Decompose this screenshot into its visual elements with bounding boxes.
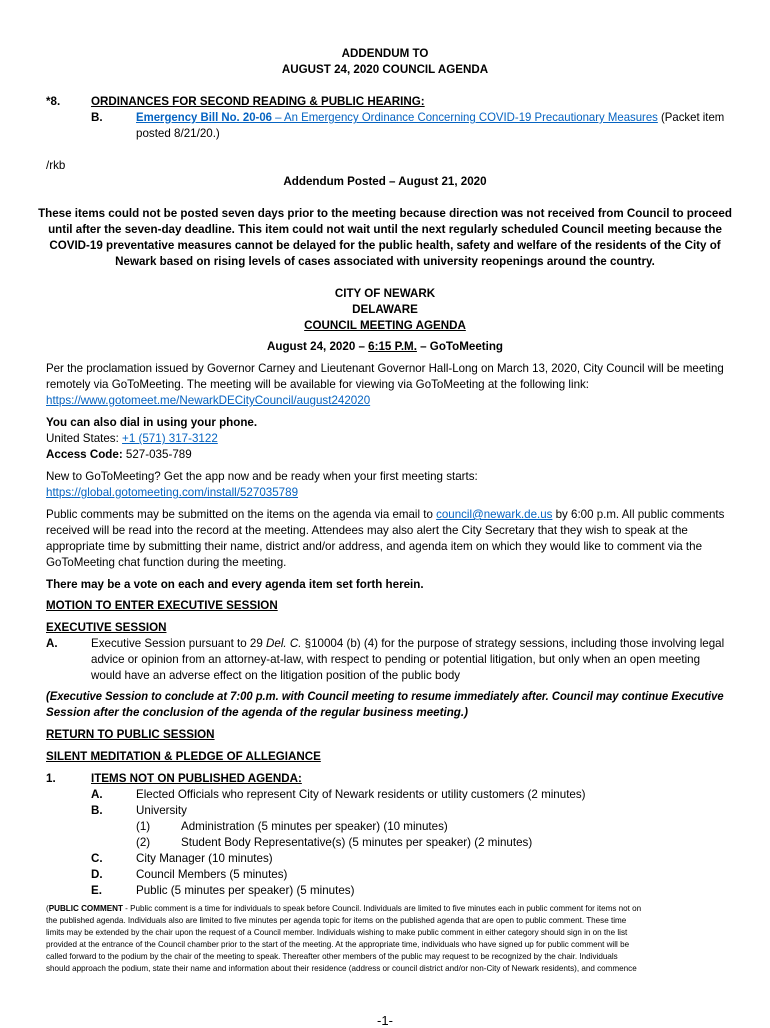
meeting-date: August 24, 2020 – — [266, 340, 369, 353]
exec-text-cont: §10004 (b) (4) for the purpose of strategy sessions, including those involving legal — [301, 637, 725, 650]
item8-heading: ORDINANCES FOR SECOND READING & PUBLIC HEARING: — [91, 95, 425, 108]
exec-note-1: (Executive Session to conclude at 7:00 p.m. with Council meeting to resume immediately after. Council may continue Executive — [46, 690, 724, 703]
emergency-bill-link[interactable]: Emergency Bill No. 20-06 — [136, 111, 272, 124]
public-comments-line-4: GoToMeeting chat function during the meeting. — [46, 556, 287, 569]
council-email-link[interactable]: council@newark.de.us — [436, 508, 553, 521]
initials: /rkb — [46, 159, 66, 172]
agenda-title: COUNCIL MEETING AGENDA — [304, 319, 466, 332]
public-comment-text: - Public comment is a time for individuals to speak before Council. Individuals are limited to five minutes each in public comment for items not on — [122, 904, 642, 913]
item1-b2-number: (2) — [136, 836, 151, 849]
item1-d-letter: D. — [91, 868, 103, 881]
public-comments-line-3: appropriate time by submitting their name, district and/or address, and agenda item on which they would like to comment via the — [46, 540, 703, 553]
exec-text: Executive Session pursuant to 29 — [91, 637, 267, 650]
us-phone-line — [46, 431, 218, 447]
item8-number: *8. — [46, 95, 61, 108]
executive-session-heading: EXECUTIVE SESSION — [46, 621, 167, 634]
item1-c-text: City Manager (10 minutes) — [136, 852, 273, 865]
exec-note-2: Session after the conclusion of the agenda of the regular business meeting.) — [46, 706, 468, 719]
item8-bill-line — [136, 110, 724, 126]
item1-b-letter: B. — [91, 804, 103, 817]
meeting-link[interactable]: https://www.gotomeet.me/NewarkDECityCouncil/august242020 — [46, 394, 371, 407]
access-code-line — [46, 447, 192, 463]
item1-a-text: Elected Officials who represent City of Newark residents or utility customers (2 minutes) — [136, 788, 586, 801]
meeting-date-line — [0, 339, 770, 355]
public-comment-note-line-4: provided at the entrance of the Council chamber prior to the start of the meeting. At the appropriate time, individuals who have signed up for public comment will be — [46, 940, 630, 949]
exec-line-2: advice or opinion from an attorney-at-law, with respect to pending or potential litigation, but only when an open meeting — [91, 653, 701, 666]
access-code-label: Access Code: — [46, 448, 123, 461]
access-code: 527-035-789 — [122, 448, 192, 461]
new-to-gotomeeting: New to GoToMeeting? Get the app now and be ready when your first meeting starts: — [46, 470, 478, 483]
item1-heading: ITEMS NOT ON PUBLISHED AGENDA: — [91, 772, 302, 785]
item1-b1-number: (1) — [136, 820, 151, 833]
del-code: Del. C. — [266, 637, 302, 650]
addendum-subtitle: AUGUST 24, 2020 COUNCIL AGENDA — [281, 63, 489, 76]
exec-letter: A. — [46, 637, 58, 650]
notice-line-1: These items could not be posted seven days prior to the meeting because direction was not received from Council to proceed — [38, 207, 732, 220]
item1-a-letter: A. — [91, 788, 103, 801]
notice-line-2: until after the seven-day deadline. This item could not wait until the next regularly scheduled Council meeting because the — [48, 223, 722, 236]
item1-c-letter: C. — [91, 852, 103, 865]
paren-open: ( — [46, 904, 49, 913]
phone-link[interactable]: +1 (571) 317-3122 — [122, 432, 218, 445]
meeting-platform: – GoToMeeting — [416, 340, 504, 353]
notice-line-3: COVID-19 preventative measures cannot be delayed for the public health, safety and welfare of the residents of the City of — [49, 239, 721, 252]
city-name: CITY OF NEWARK — [334, 287, 436, 300]
addendum-title: ADDENDUM TO — [341, 47, 429, 60]
item1-b-text: University — [136, 804, 187, 817]
motion-executive-session: MOTION TO ENTER EXECUTIVE SESSION — [46, 599, 278, 612]
state-name: DELAWARE — [352, 303, 418, 316]
vote-notice: There may be a vote on each and every agenda item set forth herein. — [46, 578, 424, 591]
return-public-session: RETURN TO PUBLIC SESSION — [46, 728, 215, 741]
public-comments-text: Public comments may be submitted on the items on the agenda via email to — [46, 508, 437, 521]
item1-d-text: Council Members (5 minutes) — [136, 868, 288, 881]
item1-b2-text: Student Body Representative(s) (5 minutes per speaker) (2 minutes) — [181, 836, 533, 849]
us-label: United States: — [46, 432, 123, 445]
page-number: -1- — [377, 1013, 393, 1028]
bill-note-cont: posted 8/21/20.) — [136, 127, 220, 140]
silent-meditation: SILENT MEDITATION & PLEDGE OF ALLEGIANCE — [46, 750, 321, 763]
dial-in-heading: You can also dial in using your phone. — [46, 416, 258, 429]
bill-note: (Packet item — [657, 111, 725, 124]
proclamation-line-1: Per the proclamation issued by Governor Carney and Lieutenant Governor Hall-Long on March 13, 2020, City Council will be meeting — [46, 362, 724, 375]
notice-line-4: Newark based on rising levels of cases associated with university reopenings around the country. — [115, 255, 655, 268]
public-comment-note-line-5: called forward to the podium by the chair of the meeting to speak. Thereafter other members of the public may request to be recognized by the chair. Individuals — [46, 952, 618, 961]
exec-line-3: would have an adverse effect on the litigation position of the public body — [91, 669, 461, 682]
public-comment-note-line-3: limits may be extended by the chair upon the request of a Council member. Individuals wishing to make public comment in either category should sign in on the list — [46, 928, 628, 937]
item1-b1-text: Administration (5 minutes per speaker) (10 minutes) — [181, 820, 448, 833]
public-comment-note-line-6: should approach the podium, state their name and information about their residence (address or council district and/or non-City of Newark residents), and commence — [46, 964, 637, 973]
emergency-bill-title-link[interactable]: – An Emergency Ordinance Concerning COVID-19 Precautionary Measures — [271, 111, 658, 124]
public-comments-text-cont: by 6:00 p.m. All public comments — [552, 508, 725, 521]
public-comments-line-1 — [46, 507, 724, 523]
public-comment-note-line-2: the published agenda. Individuals also are limited to five minutes per agenda topic for items on the published agenda that are open to public comment. These time — [46, 916, 627, 925]
item1-number: 1. — [46, 772, 56, 785]
item1-e-letter: E. — [91, 884, 102, 897]
proclamation-line-2: remotely via GoToMeeting. The meeting will be available for viewing via GoToMeeting at the following link: — [46, 378, 590, 391]
meeting-time: 6:15 P.M. — [368, 340, 417, 353]
addendum-posted: Addendum Posted – August 21, 2020 — [283, 175, 487, 188]
exec-line-1 — [91, 636, 724, 652]
public-comments-line-2: received will be read into the record at the meeting. Attendees may also alert the City Secretary that they wish to speak at the — [46, 524, 688, 537]
install-link[interactable]: https://global.gotomeeting.com/install/527035789 — [46, 486, 299, 499]
item1-e-text: Public (5 minutes per speaker) (5 minutes) — [136, 884, 355, 897]
public-comment-note-line-1 — [46, 903, 641, 915]
public-comment-label: PUBLIC COMMENT — [48, 904, 123, 913]
item8-sub-letter: B. — [91, 111, 103, 124]
